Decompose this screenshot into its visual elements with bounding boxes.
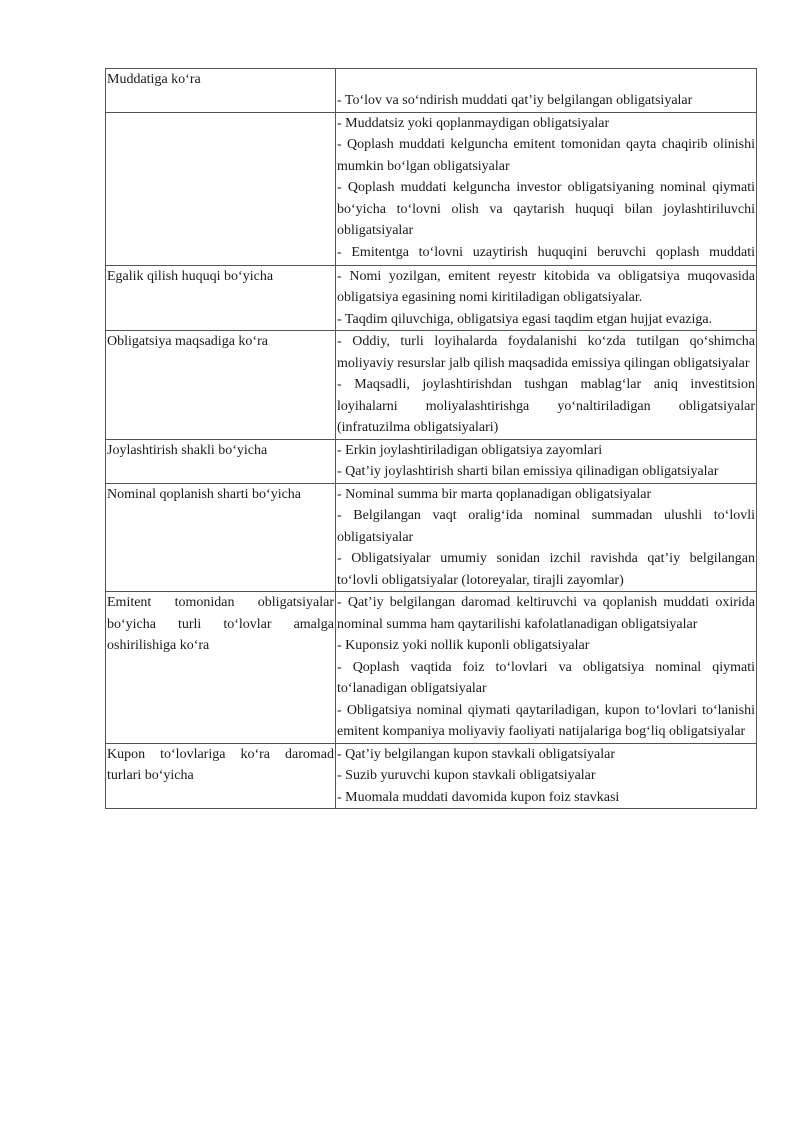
list-item: - Qoplash muddati kelguncha investor obligatsiyaning nominal qiymati bo‘yicha to‘lovni olish va qaytarish huquqi bilan joylashtiriluvchi obligatsiyalar: [337, 180, 755, 238]
row-label: [106, 743, 336, 809]
row-content: [336, 265, 757, 331]
row-label-text: Obligatsiya maqsadiga ko‘ra: [107, 334, 268, 349]
row-content: [336, 112, 757, 265]
row-label-text: Emitent tomonidan obligatsiyalar bo‘yicha turli to‘lovlar amalga oshirilishiga ko‘ra: [107, 595, 334, 653]
list-item: - Nominal summa bir marta qoplanadigan obligatsiyalar: [337, 486, 652, 502]
row-label: [106, 265, 336, 331]
list-item: - Suzib yuruvchi kupon stavkali obligatsiyalar: [337, 768, 596, 783]
list-item: - Muomala muddati davomida kupon foiz stavkasi: [337, 789, 620, 805]
row-label: [106, 331, 336, 440]
row-content: [336, 69, 757, 113]
list-item: - Emitentga to‘lovni uzaytirish huquqini beruvchi qoplash muddati: [337, 244, 755, 260]
list-item: - Qat’iy belgilangan daromad keltiruvchi va qoplanish muddati oxirida nominal summa ham qaytarilishi kafolatlanadigan obligatsiyalar: [337, 595, 755, 632]
row-label-text: Joylashtirish shakli bo‘yicha: [107, 442, 268, 458]
row-label: [106, 69, 336, 113]
row-label-text: Muddatiga ko‘ra: [107, 72, 201, 87]
table-row: [106, 331, 757, 440]
row-content: [336, 743, 757, 809]
list-item: - Obligatsiyalar umumiy sonidan izchil ravishda qat’iy belgilangan to‘lovli obligatsiyalar (lotoreyalar, tirajli zayomlar): [337, 551, 755, 588]
row-label-text: Egalik qilish huquqi bo‘yicha: [107, 268, 274, 284]
row-label-text: Kupon to‘lovlariga ko‘ra daromad turlari bo‘yicha: [107, 746, 334, 783]
table-row: [106, 112, 757, 265]
list-item: - Obligatsiya nominal qiymati qaytariladigan, kupon to‘lovlari to‘lanishi emitent kompaniya moliyaviy faoliyati natijalariga bog‘liq obligatsiyalar: [337, 702, 755, 739]
list-item: - Maqsadli, joylashtirishdan tushgan mablag‘lar aniq investitsion loyihalarni moliyalashtirishga yo‘naltiriladigan obligatsiyalar (infratuzilma obligatsiyalari): [337, 377, 755, 435]
row-content: [336, 331, 757, 440]
row-label: [106, 439, 336, 483]
list-item: - Qat’iy joylashtirish sharti bilan emissiya qilinadigan obligatsiyalar: [337, 464, 719, 479]
row-content: [336, 483, 757, 592]
table-row: [106, 69, 757, 113]
list-item: - Taqdim qiluvchiga, obligatsiya egasi taqdim etgan hujjat evaziga.: [337, 311, 713, 327]
table-row: [106, 439, 757, 483]
list-item: - Belgilangan vaqt oralig‘ida nominal summadan ulushli to‘lovli obligatsiyalar: [337, 508, 755, 545]
row-label: [106, 483, 336, 592]
row-label: [106, 592, 336, 744]
bond-classification-table: [105, 68, 757, 809]
list-item: - Qoplash vaqtida foiz to‘lovlari va obligatsiya nominal qiymati to‘lanadigan obligatsiyalar: [337, 659, 755, 696]
list-item: - To‘lov va so‘ndirish muddati qat’iy belgilangan obligatsiyalar: [337, 93, 693, 108]
list-item: - Qat’iy belgilangan kupon stavkali obligatsiyalar: [337, 746, 615, 762]
list-item: - Muddatsiz yoki qoplanmaydigan obligatsiyalar: [337, 115, 610, 131]
row-label-text: Nominal qoplanish sharti bo‘yicha: [107, 486, 302, 502]
table-row: [106, 743, 757, 809]
list-item: - Oddiy, turli loyihalarda foydalanishi ko‘zda tutilgan qo‘shimcha moliyaviy resurslar jalb qilish maqsadida emissiya qilingan obligatsiyalar: [337, 334, 755, 371]
list-item: - Erkin joylashtiriladigan obligatsiya zayomlari: [337, 442, 603, 458]
table-row: [106, 483, 757, 592]
table-row: [106, 592, 757, 744]
row-content: [336, 439, 757, 483]
list-item: - Nomi yozilgan, emitent reyestr kitobida va obligatsiya muqovasida obligatsiya egasining nomi kiritiladigan obligatsiyalar.: [337, 268, 755, 305]
row-label: [106, 112, 336, 265]
table-row: [106, 265, 757, 331]
list-item: - Kuponsiz yoki nollik kuponli obligatsiyalar: [337, 638, 590, 653]
list-item: - Qoplash muddati kelguncha emitent tomonidan qayta chaqirib olinishi mumkin bo‘lgan obligatsiyalar: [337, 137, 755, 174]
row-content: [336, 592, 757, 744]
